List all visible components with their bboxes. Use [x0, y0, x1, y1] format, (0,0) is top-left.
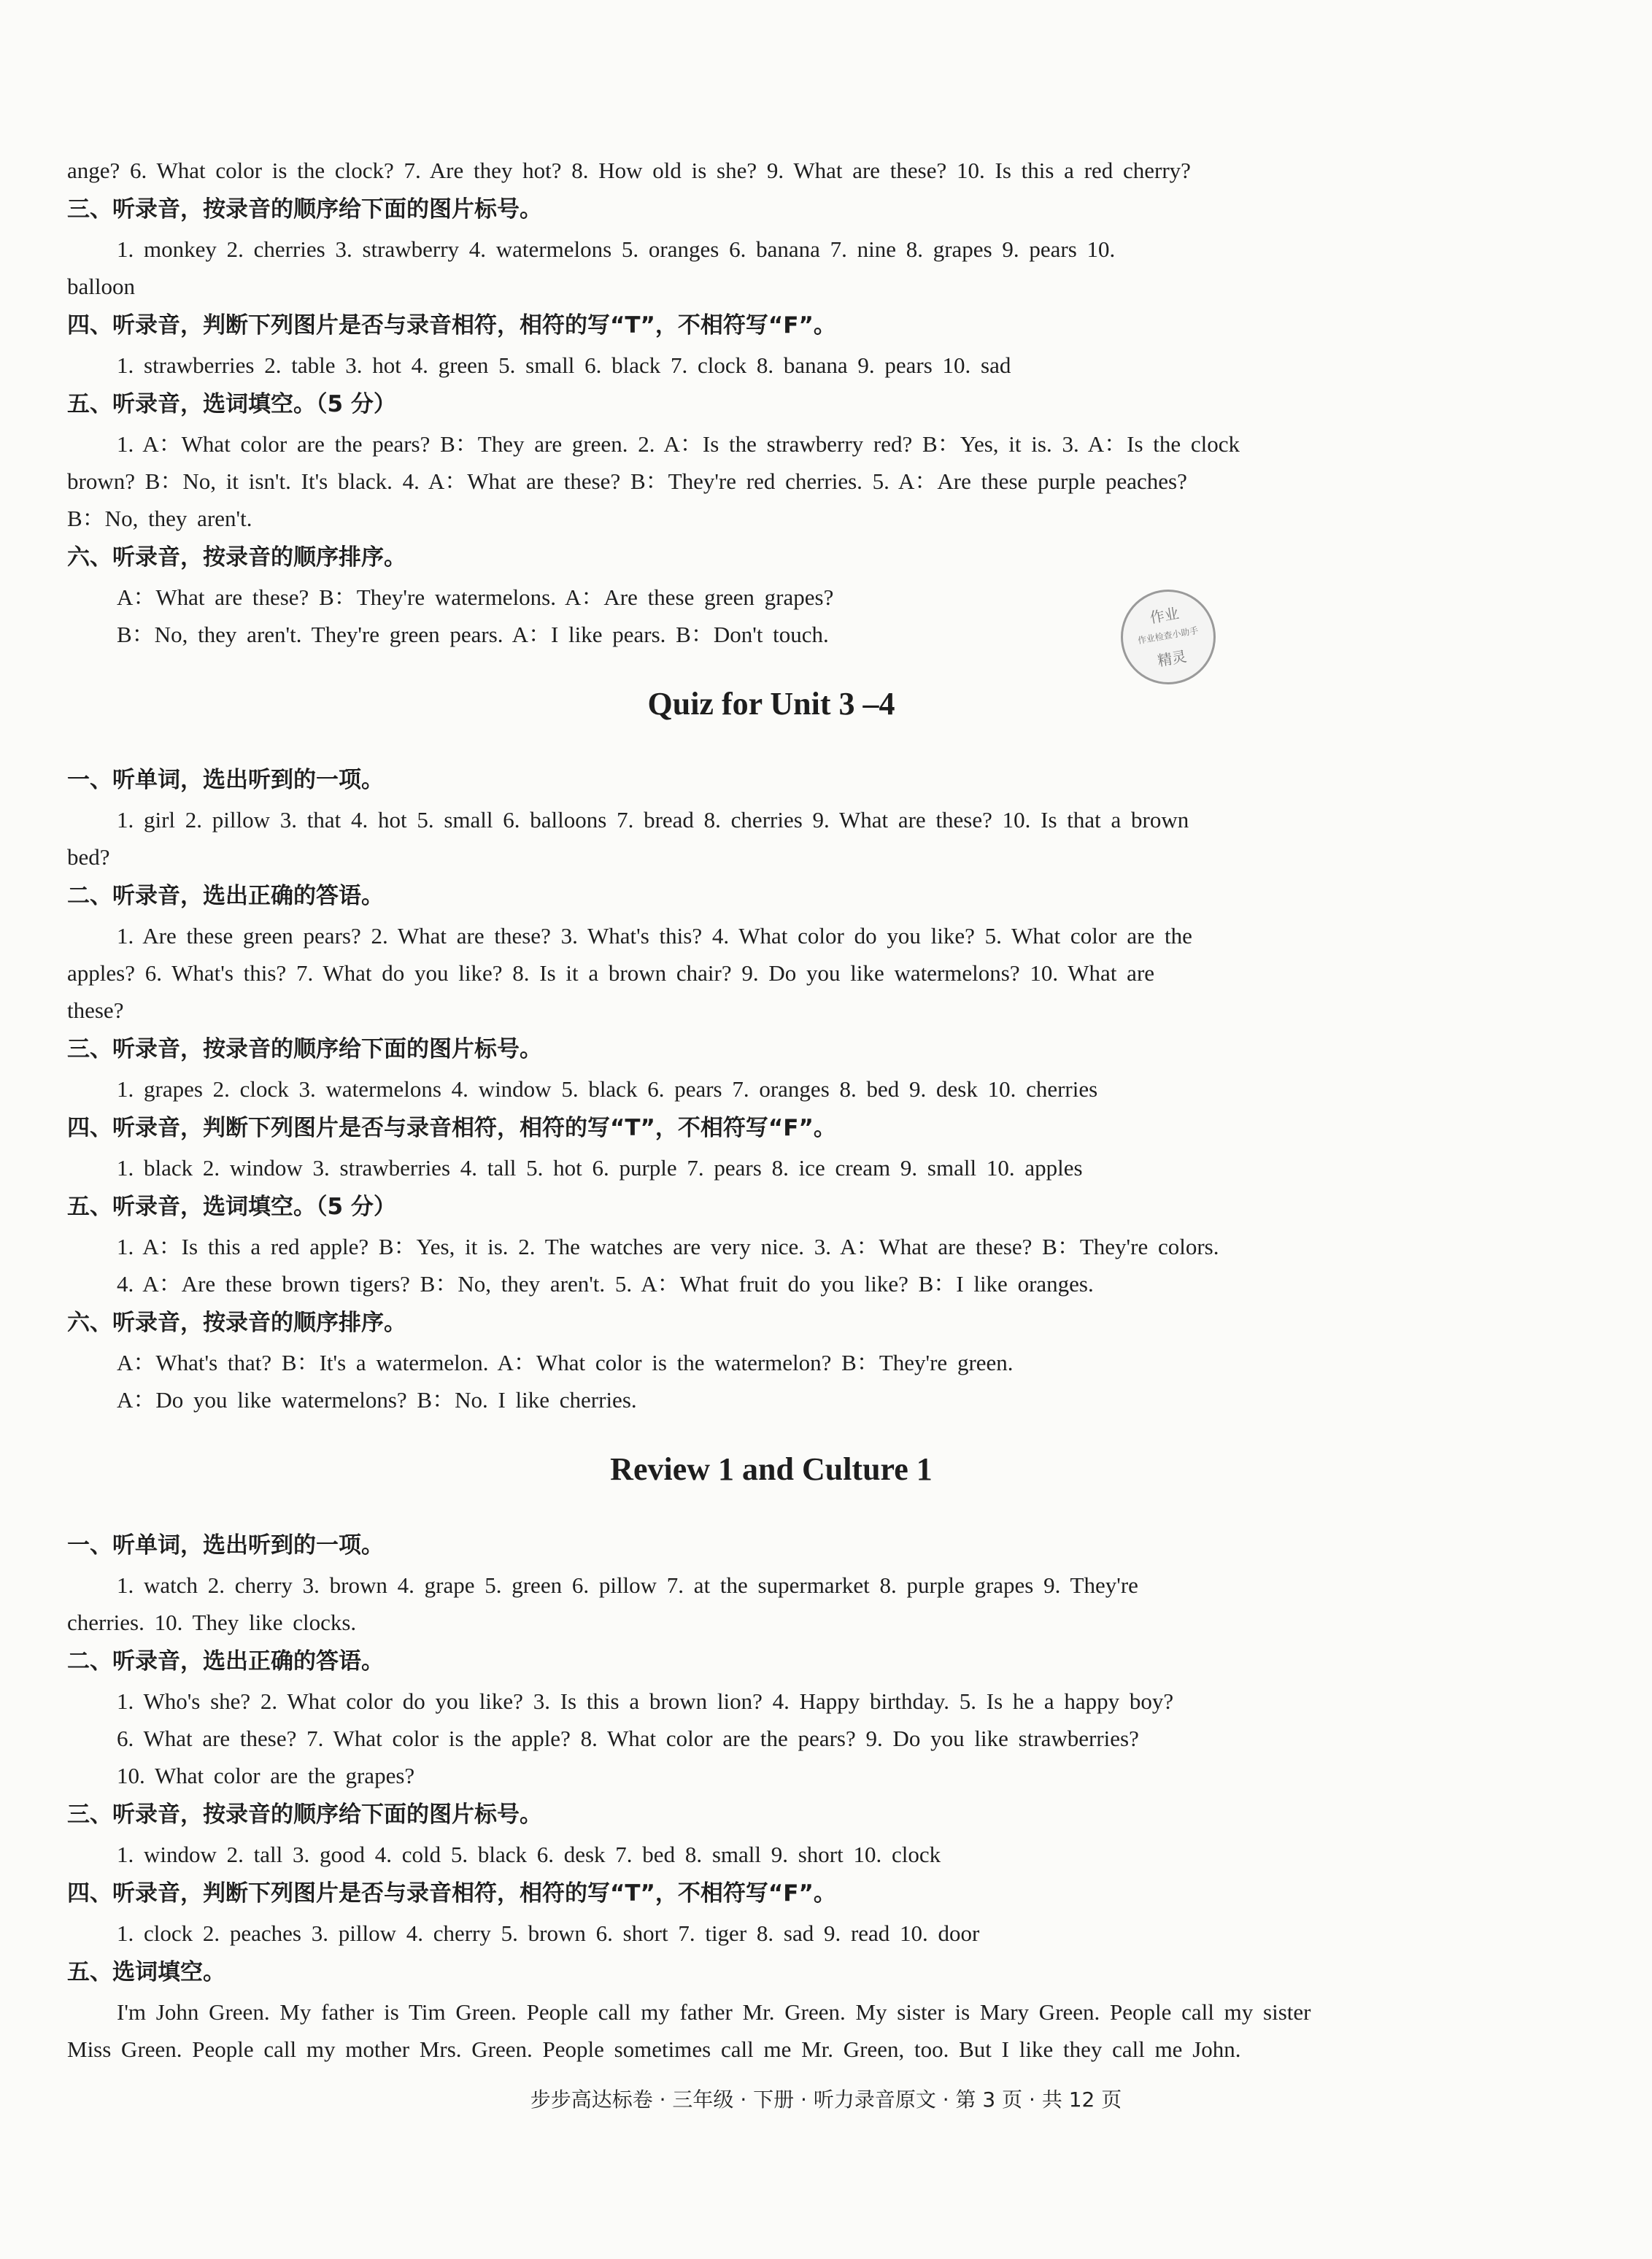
- text-line: B：No, they aren't. They're green pears. A：I like pears. B：Don't touch.: [117, 622, 829, 647]
- text-line: 1. clock 2. peaches 3. pillow 4. cherry 5. brown 6. short 7. tiger 8. sad 9. read 10. door: [117, 1920, 980, 1946]
- section-heading: 四、听录音，判断下列图片是否与录音相符，相符的写“T”，不相符写“F”。: [67, 312, 836, 339]
- section-heading: 二、听录音，选出正确的答语。: [67, 1648, 384, 1675]
- section-heading: 六、听录音，按录音的顺序排序。: [67, 1310, 406, 1336]
- text-line: 1. black 2. window 3. strawberries 4. tall 5. hot 6. purple 7. pears 8. ice cream 9. small 10. apples: [117, 1155, 1083, 1181]
- text-line: 1. monkey 2. cherries 3. strawberry 4. watermelons 5. oranges 6. banana 7. nine 8. grapes 9. pears 10.: [117, 236, 1116, 262]
- page-footer: 步步高达标卷 · 三年级 · 下册 · 听力录音原文 · 第 3 页 · 共 12 页: [530, 2088, 1122, 2112]
- section-heading: 三、听录音，按录音的顺序给下面的图片标号。: [67, 1802, 542, 1828]
- answer-page: [67, 152, 1475, 2068]
- section-heading: 二、听录音，选出正确的答语。: [67, 883, 384, 909]
- text-line: Miss Green. People call my mother Mrs. Green. People sometimes call me Mr. Green, too. But I like they call me John.: [67, 2036, 1241, 2062]
- text-line: ange? 6. What color is the clock? 7. Are they hot? 8. How old is she? 9. What are these? 10. Is this a red cherry?: [67, 158, 1191, 183]
- text-line: 1. A：What color are the pears? B：They are green. 2. A：Is the strawberry red? B：Yes, it is. 3. A：Is the clock: [117, 431, 1240, 457]
- section-heading: 五、选词填空。: [67, 1959, 225, 1985]
- stamp-text: 精灵: [1156, 647, 1188, 670]
- text-line: 10. What color are the grapes?: [117, 1763, 415, 1788]
- text-line: 1. window 2. tall 3. good 4. cold 5. black 6. desk 7. bed 8. small 9. short 10. clock: [117, 1842, 941, 1867]
- text-line: 6. What are these? 7. What color is the apple? 8. What color are the pears? 9. Do you like strawberries?: [117, 1726, 1139, 1751]
- section-heading: 四、听录音，判断下列图片是否与录音相符，相符的写“T”，不相符写“F”。: [67, 1115, 836, 1141]
- text-line: 1. grapes 2. clock 3. watermelons 4. window 5. black 6. pears 7. oranges 8. bed 9. desk 10. cherries: [117, 1076, 1098, 1102]
- section-heading: 六、听录音，按录音的顺序排序。: [67, 544, 406, 571]
- text-line: cherries. 10. They like clocks.: [67, 1610, 357, 1635]
- text-line: 1. strawberries 2. table 3. hot 4. green 5. small 6. black 7. clock 8. banana 9. pears 10. sad: [117, 352, 1011, 378]
- review-title: Review 1 and Culture 1: [610, 1451, 933, 1487]
- section-heading: 一、听单词，选出听到的一项。: [67, 767, 384, 793]
- text-line: these?: [67, 997, 124, 1023]
- text-line: A：What are these? B：They're watermelons. A：Are these green grapes?: [117, 584, 834, 610]
- text-line: 1. Are these green pears? 2. What are these? 3. What's this? 4. What color do you like? 5. What color are the: [117, 923, 1192, 949]
- text-line: balloon: [67, 274, 135, 299]
- section-heading: 五、听录音，选词填空。（5 分）: [67, 1194, 396, 1220]
- text-line: 4. A：Are these brown tigers? B：No, they aren't. 5. A：What fruit do you like? B：I like oranges.: [117, 1271, 1094, 1297]
- section-heading: 三、听录音，按录音的顺序给下面的图片标号。: [67, 196, 542, 223]
- text-line: bed?: [67, 844, 110, 870]
- text-line: apples? 6. What's this? 7. What do you like? 8. Is it a brown chair? 9. Do you like watermelons? 10. What are: [67, 960, 1155, 986]
- text-line: 1. Who's she? 2. What color do you like? 3. Is this a brown lion? 4. Happy birthday. 5. Is he a happy boy?: [117, 1688, 1174, 1714]
- section-heading: 四、听录音，判断下列图片是否与录音相符，相符的写“T”，不相符写“F”。: [67, 1880, 836, 1907]
- quiz-title: Quiz for Unit 3 –4: [647, 686, 895, 722]
- text-line: 1. girl 2. pillow 3. that 4. hot 5. small 6. balloons 7. bread 8. cherries 9. What are these? 10. Is that a brown: [117, 807, 1189, 833]
- section-heading: 三、听录音，按录音的顺序给下面的图片标号。: [67, 1036, 542, 1062]
- text-line: brown? B：No, it isn't. It's black. 4. A：What are these? B：They're red cherries. 5. A：Are these purple peaches?: [67, 468, 1187, 494]
- text-line: B：No, they aren't.: [67, 506, 252, 531]
- stamp-text: 作业检查小助手: [1137, 625, 1200, 646]
- text-line: 1. A：Is this a red apple? B：Yes, it is. 2. The watches are very nice. 3. A：What are these? B：They're colors.: [117, 1234, 1219, 1259]
- text-line: A：Do you like watermelons? B：No. I like cherries.: [117, 1387, 637, 1413]
- stamp-text: 作业: [1149, 604, 1181, 627]
- text-line: I'm John Green. My father is Tim Green. People call my father Mr. Green. My sister is Mary Green. People call my sister: [117, 1999, 1311, 2025]
- section-heading: 一、听单词，选出听到的一项。: [67, 1532, 384, 1559]
- text-line: 1. watch 2. cherry 3. brown 4. grape 5. green 6. pillow 7. at the supermarket 8. purple grapes 9. They're: [117, 1572, 1138, 1598]
- text-line: A：What's that? B：It's a watermelon. A：What color is the watermelon? B：They're green.: [117, 1350, 1014, 1375]
- section-heading: 五、听录音，选词填空。（5 分）: [67, 391, 396, 417]
